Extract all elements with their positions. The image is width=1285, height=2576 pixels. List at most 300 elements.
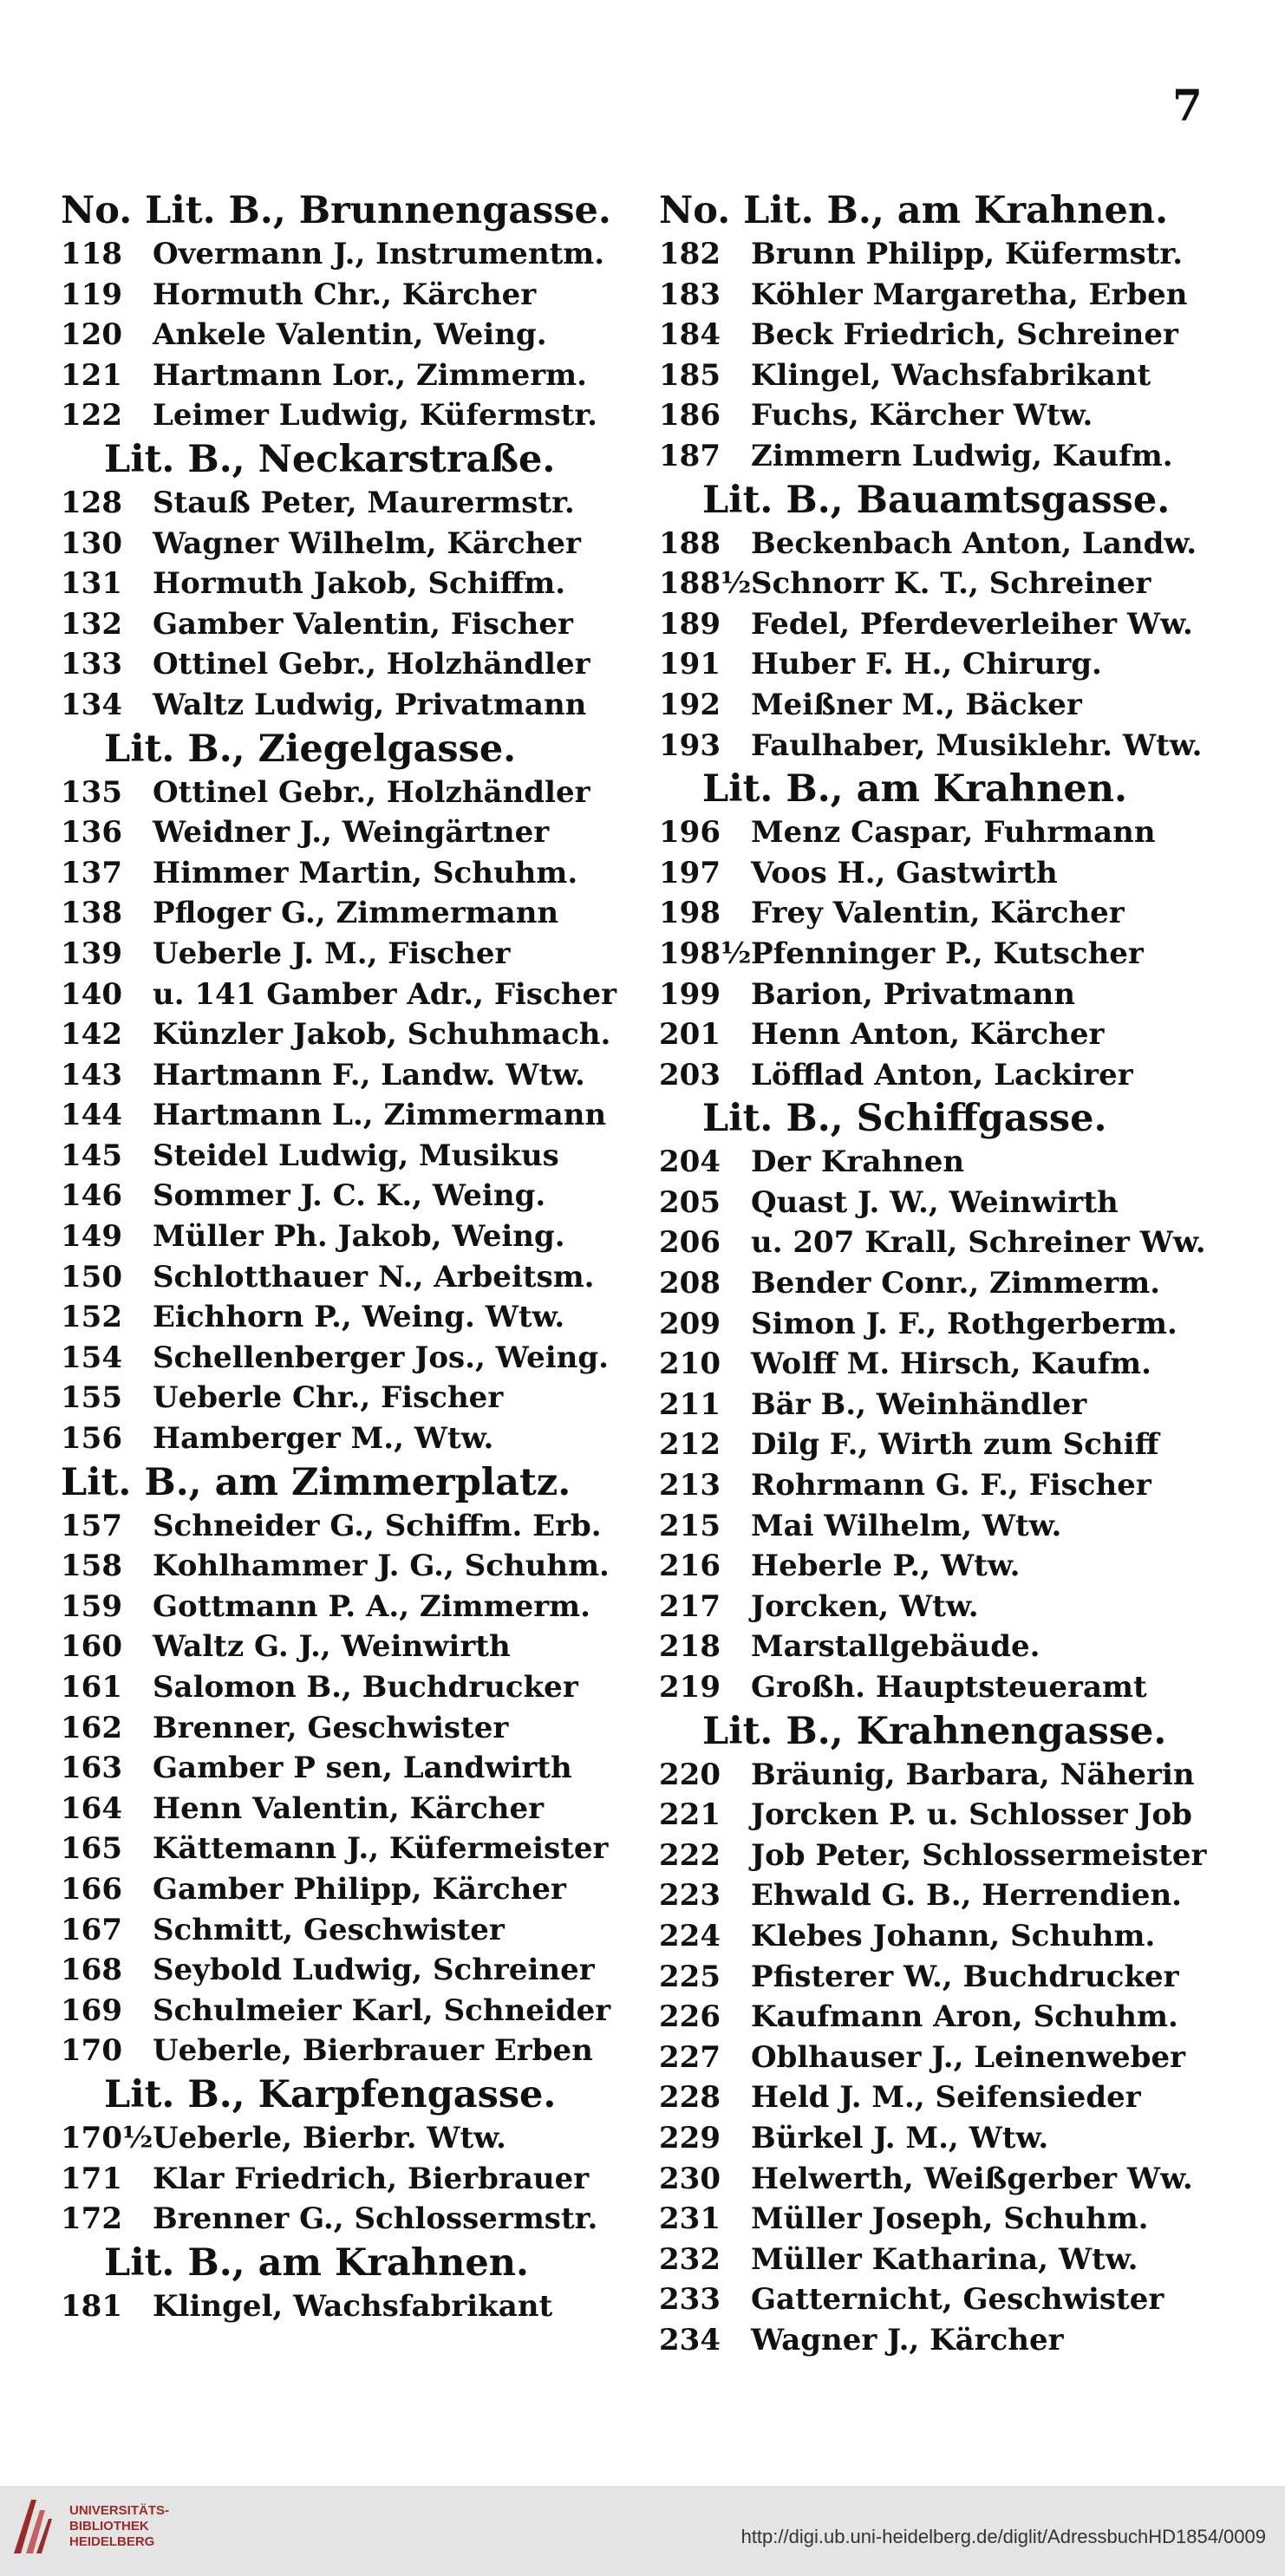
list-item [659, 1304, 1231, 1345]
list-item [61, 644, 633, 685]
resident-entry: Henn Anton, Kärcher [751, 1017, 1105, 1053]
house-number: 204 [659, 1145, 721, 1180]
house-number: 150 [61, 1259, 122, 1295]
list-item [659, 355, 1231, 396]
house-number: 131 [61, 566, 122, 602]
resident-entry: Faulhaber, Musiklehr. Wtw. [751, 727, 1203, 763]
resident-entry: Brenner, Geschwister [153, 1710, 509, 1745]
resident-entry: Schmitt, Geschwister [153, 1912, 505, 1947]
list-item [659, 1263, 1231, 1304]
house-number: 170 [61, 2033, 122, 2069]
resident-entry: Hormuth Jakob, Schiffm. [153, 566, 566, 602]
house-number: 233 [659, 2282, 721, 2318]
resident-entry: Gottmann P. A., Zimmerm. [153, 1588, 590, 1624]
resident-entry: Beckenbach Anton, Landw. [751, 525, 1197, 561]
resident-entry: Waltz Ludwig, Privatmann [153, 687, 587, 722]
source-url-link[interactable]: http://digi.ub.uni-heidelberg.de/diglit/AdressbuchHD1854/0009 [740, 2526, 1266, 2547]
library-name: UNIVERSITÄTS- BIBLIOTHEK HEIDELBERG [69, 2503, 170, 2549]
resident-entry: Ueberle Chr., Fischer [153, 1380, 504, 1416]
list-item [61, 812, 633, 853]
resident-entry: Beck Friedrich, Schreiner [751, 317, 1178, 353]
resident-entry: Ueberle J. M., Fischer [153, 936, 511, 971]
resident-entry: Pfisterer W., Buchdrucker [751, 1959, 1179, 1994]
resident-entry: Ottinel Gebr., Holzhändler [153, 647, 590, 682]
resident-entry: Jorcken P. u. Schlosser Job [751, 1797, 1192, 1833]
list-item [61, 1095, 633, 1136]
list-item [659, 1755, 1231, 1796]
house-number: 158 [61, 1549, 122, 1584]
list-item [61, 1176, 633, 1216]
list-item [659, 234, 1231, 275]
house-number: 171 [61, 2161, 122, 2196]
resident-entry: Fuchs, Kärcher Wtw. [751, 398, 1093, 434]
list-item [61, 1216, 633, 1257]
list-item [61, 234, 633, 275]
resident-entry: Fedel, Pferdeverleiher Ww. [751, 606, 1193, 642]
list-item [659, 2240, 1231, 2280]
list-item [61, 1136, 633, 1177]
resident-entry: Schlotthauer N., Arbeitsm. [153, 1259, 595, 1295]
house-number: 220 [659, 1757, 721, 1792]
list-item [61, 355, 633, 396]
list-item [659, 685, 1231, 726]
resident-entry: Wagner J., Kärcher [751, 2322, 1064, 2358]
resident-entry: Gamber P sen, Landwirth [153, 1751, 572, 1786]
resident-entry: Schnorr K. T., Schreiner [751, 566, 1151, 602]
list-item [659, 1916, 1231, 1957]
house-number: 164 [61, 1790, 122, 1826]
resident-entry: Overmann J., Instrumentm. [153, 237, 605, 271]
list-item [659, 893, 1231, 934]
house-number: 159 [61, 1588, 122, 1624]
house-number: 188½ [659, 566, 752, 602]
house-number: 155 [61, 1380, 122, 1416]
resident-entry: Menz Caspar, Fuhrmann [751, 815, 1156, 851]
list-item [61, 604, 633, 645]
resident-entry: Eichhorn P., Weing. Wtw. [153, 1300, 565, 1335]
list-item [659, 1344, 1231, 1385]
house-number: 133 [61, 647, 122, 682]
section-header: Lit. B., Neckarstraße. [104, 437, 556, 481]
section-block [61, 187, 633, 436]
list-item [61, 524, 633, 564]
resident-entry: Wagner Wilhelm, Kärcher [153, 525, 581, 561]
house-number: 211 [659, 1386, 721, 1422]
house-number: 165 [61, 1831, 122, 1867]
resident-entry: Quast J. W., Weinwirth [751, 1184, 1119, 1220]
resident-entry: Hartmann F., Landw. Wtw. [153, 1057, 585, 1092]
list-item [659, 1836, 1231, 1876]
house-number: 206 [659, 1225, 721, 1261]
house-number: 198 [659, 896, 721, 931]
house-number: 162 [61, 1710, 122, 1745]
house-number: 196 [659, 815, 721, 851]
list-item [659, 1546, 1231, 1587]
list-item [659, 2038, 1231, 2078]
house-number: 217 [659, 1588, 721, 1624]
resident-entry: Bär B., Weinhändler [751, 1386, 1087, 1422]
house-number: 172 [61, 2201, 122, 2237]
list-item [659, 436, 1231, 477]
section-header: Lit. B., Schiffgasse. [702, 1097, 1107, 1141]
list-item [659, 1142, 1231, 1183]
list-item [61, 1506, 633, 1547]
resident-entry: Brunn Philipp, Küfermstr. [751, 237, 1184, 271]
list-item [659, 726, 1231, 766]
house-number: 152 [61, 1300, 122, 1335]
list-item [61, 975, 633, 1015]
resident-entry: Schneider G., Schiffm. Erb. [153, 1508, 602, 1543]
list-item [659, 1425, 1231, 1465]
house-number: 121 [61, 357, 122, 393]
list-item [659, 1055, 1231, 1096]
house-number: 181 [61, 2288, 122, 2324]
house-number: 122 [61, 398, 122, 434]
house-number: 231 [659, 2201, 721, 2237]
list-item [659, 1875, 1231, 1916]
resident-entry: Hartmann Lor., Zimmerm. [153, 357, 587, 393]
resident-entry: Seybold Ludwig, Schreiner [153, 1953, 595, 1988]
list-item [659, 1183, 1231, 1223]
resident-entry: Gamber Valentin, Fischer [153, 606, 573, 642]
list-item [61, 2159, 633, 2200]
section-header: Lit. B., Krahnengasse. [702, 1709, 1167, 1753]
list-item [659, 2118, 1231, 2159]
resident-entry: Gamber Philipp, Kärcher [153, 1871, 566, 1907]
section-header: Lit. B., Ziegelgasse. [104, 727, 517, 771]
resident-entry: Köhler Margaretha, Erben [751, 277, 1188, 312]
resident-entry: Kättemann J., Küfermeister [153, 1831, 609, 1867]
list-item [61, 893, 633, 934]
resident-entry: Weidner J., Weingärtner [153, 815, 550, 851]
house-number: 140 [61, 976, 122, 1012]
section-header: No. Lit. B., Brunnengasse. [61, 189, 611, 232]
resident-entry: Hamberger M., Wtw. [153, 1421, 494, 1457]
section-header: No. Lit. B., am Krahnen. [659, 189, 1169, 232]
house-number: 227 [659, 2039, 721, 2075]
list-item [61, 1587, 633, 1627]
house-number: 221 [659, 1797, 721, 1833]
house-number: 146 [61, 1178, 122, 1214]
resident-entry: Steidel Ludwig, Musikus [153, 1138, 559, 1173]
section-header: Lit. B., am Zimmerplatz. [61, 1460, 571, 1504]
list-item [61, 1869, 633, 1910]
list-item [61, 685, 633, 726]
resident-entry: Marstallgebäude. [751, 1629, 1040, 1665]
list-item [659, 2199, 1231, 2240]
section-header: Lit. B., am Krahnen. [702, 767, 1127, 812]
list-item [61, 2199, 633, 2240]
house-number: 134 [61, 687, 122, 722]
section-block [659, 766, 1231, 1095]
list-item [659, 395, 1231, 436]
house-number: 143 [61, 1057, 122, 1092]
house-number: 182 [659, 237, 721, 271]
house-number: 215 [659, 1508, 721, 1543]
house-number: 226 [659, 1999, 721, 2035]
resident-entry: Müller Ph. Jakob, Weing. [153, 1219, 565, 1255]
section-block [61, 726, 633, 1459]
resident-entry: Löfflad Anton, Lackirer [751, 1057, 1133, 1092]
house-number: 169 [61, 1992, 122, 2028]
resident-entry: Henn Valentin, Kärcher [153, 1790, 545, 1826]
resident-entry: Müller Joseph, Schuhm. [751, 2201, 1149, 2237]
university-logo-icon [10, 2496, 54, 2557]
list-item [659, 315, 1231, 355]
house-number: 197 [659, 855, 721, 890]
list-item [61, 1789, 633, 1829]
resident-entry: Salomon B., Buchdrucker [153, 1670, 578, 1705]
list-item [61, 483, 633, 524]
resident-entry: Ueberle, Bierbr. Wtw. [153, 2120, 506, 2155]
resident-entry: Großh. Hauptsteueramt [751, 1670, 1147, 1705]
resident-entry: Müller Katharina, Wtw. [751, 2241, 1138, 2277]
house-number: 210 [659, 1347, 721, 1382]
house-number: 184 [659, 317, 721, 353]
house-number: 209 [659, 1306, 721, 1341]
house-number: 223 [659, 1878, 721, 1914]
list-item [61, 1378, 633, 1418]
resident-entry: Job Peter, Schlossermeister [751, 1837, 1207, 1873]
house-number: 128 [61, 485, 122, 520]
house-number: 222 [659, 1837, 721, 1873]
resident-entry: Himmer Martin, Schuhm. [153, 855, 578, 890]
resident-entry: Simon J. F., Rothgerberm. [751, 1306, 1177, 1341]
resident-entry: Schellenberger Jos., Weing. [153, 1340, 609, 1375]
list-item [61, 1991, 633, 2031]
house-number: 232 [659, 2241, 721, 2277]
section-block [659, 477, 1231, 766]
house-number: 118 [61, 237, 122, 271]
house-number: 192 [659, 687, 721, 722]
house-number: 225 [659, 1959, 721, 1994]
resident-entry: Ueberle, Bierbrauer Erben [153, 2033, 593, 2069]
list-item [659, 524, 1231, 564]
house-number: 161 [61, 1670, 122, 1705]
list-item [61, 1829, 633, 1869]
resident-entry: Bräunig, Barbara, Näherin [751, 1757, 1195, 1792]
house-number: 120 [61, 317, 122, 353]
resident-entry: Jorcken, Wtw. [751, 1588, 979, 1624]
list-item [61, 1055, 633, 1096]
house-number: 230 [659, 2161, 721, 2196]
list-item [659, 2320, 1231, 2361]
resident-entry: Heberle P., Wtw. [751, 1549, 1021, 1584]
house-number: 224 [659, 1918, 721, 1953]
resident-entry: Klebes Johann, Schuhm. [751, 1918, 1156, 1953]
resident-entry: Stauß Peter, Maurermstr. [153, 485, 575, 520]
section-block [61, 1459, 633, 2071]
house-number: 234 [659, 2322, 721, 2358]
right-column [659, 187, 1231, 2361]
house-number: 208 [659, 1266, 721, 1301]
list-item [659, 1957, 1231, 1998]
resident-entry: Held J. M., Seifensieder [751, 2080, 1141, 2116]
house-number: 229 [659, 2120, 721, 2155]
resident-entry: Der Krahnen [751, 1145, 965, 1180]
house-number: 136 [61, 815, 122, 851]
resident-entry: Gatternicht, Geschwister [751, 2282, 1164, 2318]
house-number: 186 [659, 398, 721, 434]
resident-entry: Ankele Valentin, Weing. [153, 317, 547, 353]
list-item [659, 1385, 1231, 1425]
list-item [61, 773, 633, 813]
list-item [61, 315, 633, 355]
resident-entry: Pfenninger P., Kutscher [751, 936, 1144, 971]
list-item [61, 2118, 633, 2159]
resident-entry: Mai Wilhelm, Wtw. [751, 1508, 1062, 1543]
house-number: 183 [659, 277, 721, 312]
house-number: 149 [61, 1219, 122, 1255]
list-item [659, 1223, 1231, 1263]
resident-entry: Leimer Ludwig, Küfermstr. [153, 398, 597, 434]
house-number: 205 [659, 1184, 721, 1220]
section-block [659, 187, 1231, 477]
list-item [61, 1627, 633, 1667]
house-number: 137 [61, 855, 122, 890]
page-number: 7 [1172, 80, 1203, 131]
resident-entry: u. 207 Krall, Schreiner Ww. [751, 1225, 1206, 1261]
section-block [61, 2071, 633, 2240]
house-number: 228 [659, 2080, 721, 2116]
list-item [659, 1795, 1231, 1836]
house-number: 189 [659, 606, 721, 642]
list-item [659, 1014, 1231, 1055]
resident-entry: Klingel, Wachsfabrikant [153, 2288, 553, 2324]
left-column [61, 187, 633, 2326]
house-number: 213 [659, 1468, 721, 1503]
resident-entry: Meißner M., Bäcker [751, 687, 1082, 722]
list-item [61, 275, 633, 316]
house-number: 198½ [659, 936, 752, 971]
list-item [659, 975, 1231, 1015]
house-number: 219 [659, 1670, 721, 1705]
resident-entry: Ehwald G. B., Herrendien. [751, 1878, 1183, 1914]
list-item [61, 1297, 633, 1338]
house-number: 156 [61, 1421, 122, 1457]
list-item [61, 1546, 633, 1587]
house-number: 203 [659, 1057, 721, 1092]
resident-entry: Helwerth, Weißgerber Ww. [751, 2161, 1193, 2196]
house-number: 168 [61, 1953, 122, 1988]
house-number: 167 [61, 1912, 122, 1947]
house-number: 188 [659, 525, 721, 561]
list-item [61, 1418, 633, 1459]
house-number: 216 [659, 1549, 721, 1584]
house-number: 145 [61, 1138, 122, 1173]
list-item [61, 1667, 633, 1708]
resident-entry: Barion, Privatmann [751, 976, 1075, 1012]
list-item [61, 1338, 633, 1379]
house-number: 119 [61, 277, 122, 312]
house-number: 135 [61, 774, 122, 810]
list-item [61, 1748, 633, 1789]
resident-entry: Wolff M. Hirsch, Kaufm. [751, 1347, 1151, 1382]
house-number: 142 [61, 1017, 122, 1053]
list-item [61, 1708, 633, 1749]
house-number: 132 [61, 606, 122, 642]
house-number: 185 [659, 357, 721, 393]
resident-entry: Rohrmann G. F., Fischer [751, 1468, 1151, 1503]
house-number: 170½ [61, 2120, 153, 2155]
list-item [659, 1997, 1231, 2038]
house-number: 166 [61, 1871, 122, 1907]
resident-entry: u. 141 Gamber Adr., Fischer [153, 976, 617, 1012]
resident-entry: Brenner G., Schlossermstr. [153, 2201, 598, 2237]
house-number: 157 [61, 1508, 122, 1543]
list-item [659, 2279, 1231, 2320]
list-item [659, 1667, 1231, 1708]
list-item [61, 1910, 633, 1951]
resident-entry: Kohlhammer J. G., Schuhm. [153, 1549, 610, 1584]
section-header: Lit. B., am Krahnen. [104, 2240, 529, 2285]
resident-entry: Hartmann L., Zimmermann [153, 1098, 607, 1133]
resident-entry: Bender Conr., Zimmerm. [751, 1266, 1161, 1301]
list-item [659, 1465, 1231, 1506]
list-item [659, 2077, 1231, 2118]
list-item [659, 934, 1231, 975]
resident-entry: Kaufmann Aron, Schuhm. [751, 1999, 1178, 2035]
resident-entry: Ottinel Gebr., Holzhändler [153, 774, 590, 810]
house-number: 218 [659, 1629, 721, 1665]
section-block [659, 1095, 1231, 1707]
resident-entry: Voos H., Gastwirth [751, 855, 1058, 890]
resident-entry: Zimmern Ludwig, Kaufm. [751, 438, 1173, 473]
list-item [659, 644, 1231, 685]
list-item [61, 564, 633, 604]
list-item [61, 1257, 633, 1298]
resident-entry: Bürkel J. M., Wtw. [751, 2120, 1049, 2155]
resident-entry: Klar Friedrich, Bierbrauer [153, 2161, 590, 2196]
resident-entry: Pfloger G., Zimmermann [153, 896, 559, 931]
list-item [659, 1506, 1231, 1547]
list-item [659, 2159, 1231, 2200]
resident-entry: Huber F. H., Chirurg. [751, 647, 1102, 682]
house-number: 130 [61, 525, 122, 561]
footer-bar [0, 2486, 1285, 2576]
house-number: 144 [61, 1098, 122, 1133]
list-item [61, 2031, 633, 2071]
list-item [659, 275, 1231, 316]
section-block [61, 2240, 633, 2327]
house-number: 193 [659, 727, 721, 763]
house-number: 201 [659, 1017, 721, 1053]
list-item [61, 2286, 633, 2327]
resident-entry: Waltz G. J., Weinwirth [153, 1629, 511, 1665]
resident-entry: Künzler Jakob, Schuhmach. [153, 1017, 611, 1053]
list-item [659, 1587, 1231, 1627]
resident-entry: Sommer J. C. K., Weing. [153, 1178, 546, 1214]
house-number: 199 [659, 976, 721, 1012]
list-item [659, 853, 1231, 894]
section-block [61, 436, 633, 726]
resident-entry: Schulmeier Karl, Schneider [153, 1992, 611, 2028]
resident-entry: Oblhauser J., Leinenweber [751, 2039, 1186, 2075]
list-item [61, 395, 633, 436]
list-item [61, 853, 633, 894]
section-header: Lit. B., Bauamtsgasse. [702, 478, 1171, 522]
resident-entry: Dilg F., Wirth zum Schiff [751, 1427, 1159, 1463]
house-number: 187 [659, 438, 721, 473]
resident-entry: Klingel, Wachsfabrikant [751, 357, 1151, 393]
house-number: 163 [61, 1751, 122, 1786]
list-item [659, 812, 1231, 853]
list-item [61, 1950, 633, 1991]
resident-entry: Hormuth Chr., Kärcher [153, 277, 537, 312]
house-number: 160 [61, 1629, 122, 1665]
list-item [61, 1014, 633, 1055]
list-item [659, 604, 1231, 645]
